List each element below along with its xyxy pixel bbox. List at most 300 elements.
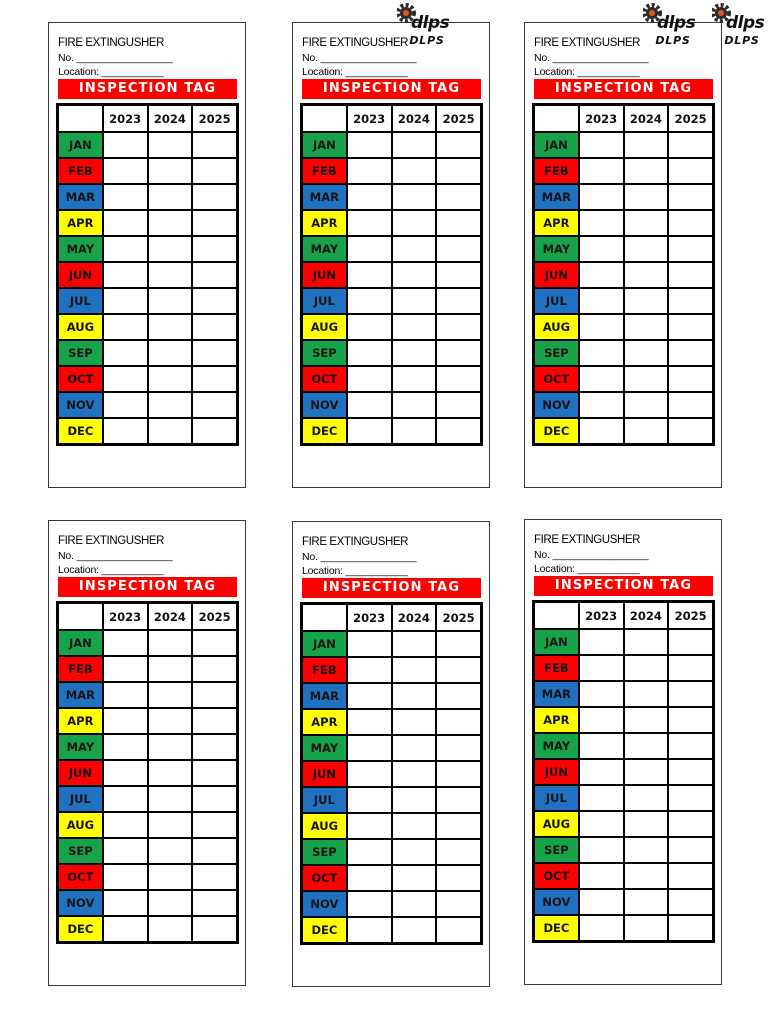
inspection-cell <box>104 133 147 157</box>
inspection-cell <box>625 393 668 417</box>
inspection-cell <box>193 709 236 733</box>
tag-title: FIRE EXTINGUSHER <box>534 534 641 546</box>
inspection-cell <box>669 289 712 313</box>
inspection-cell <box>669 159 712 183</box>
inspection-cell <box>193 315 236 339</box>
inspection-cell <box>625 263 668 287</box>
month-label: AUG <box>535 315 578 339</box>
inspection-cell <box>149 813 192 837</box>
inspection-cell <box>348 684 391 708</box>
inspection-cell <box>669 341 712 365</box>
inspection-cell <box>393 185 436 209</box>
inspection-tag <box>292 521 490 987</box>
inspection-cell <box>104 341 147 365</box>
inspection-cell <box>104 813 147 837</box>
year-header: 2025 <box>669 106 712 131</box>
inspection-cell <box>669 393 712 417</box>
year-header: 2024 <box>625 603 668 628</box>
inspection-cell <box>625 890 668 914</box>
year-header: 2024 <box>149 604 192 629</box>
inspection-cell <box>393 892 436 916</box>
year-header: 2025 <box>193 604 236 629</box>
number-field: No. _________________ <box>534 52 649 64</box>
inspection-cell <box>625 656 668 680</box>
tag-title: FIRE EXTINGUSHER <box>302 536 409 548</box>
inspection-cell <box>580 682 623 706</box>
inspection-cell <box>348 393 391 417</box>
inspection-cell <box>580 838 623 862</box>
inspection-grid <box>532 103 715 446</box>
month-label: MAR <box>535 682 578 706</box>
inspection-cell <box>393 133 436 157</box>
inspection-cell <box>669 630 712 654</box>
grid-corner-cell <box>59 604 102 629</box>
inspection-cell <box>669 133 712 157</box>
inspection-cell <box>393 788 436 812</box>
inspection-cell <box>437 185 480 209</box>
month-label: OCT <box>303 367 346 391</box>
inspection-cell <box>393 658 436 682</box>
inspection-cell <box>625 916 668 940</box>
month-label: AUG <box>59 813 102 837</box>
inspection-cell <box>104 367 147 391</box>
inspection-cell <box>625 734 668 758</box>
inspection-cell <box>104 289 147 313</box>
inspection-grid <box>300 103 483 446</box>
inspection-cell <box>104 865 147 889</box>
inspection-cell <box>625 237 668 261</box>
inspection-cell <box>104 683 147 707</box>
inspection-cell <box>348 918 391 942</box>
inspection-cell <box>393 710 436 734</box>
inspection-cell <box>580 393 623 417</box>
inspection-cell <box>580 656 623 680</box>
month-label: AUG <box>303 315 346 339</box>
year-header: 2023 <box>580 106 623 131</box>
inspection-cell <box>348 367 391 391</box>
inspection-cell <box>625 185 668 209</box>
inspection-cell <box>669 760 712 784</box>
inspection-cell <box>669 838 712 862</box>
month-label: MAY <box>303 237 346 261</box>
month-label: APR <box>535 708 578 732</box>
inspection-cell <box>625 341 668 365</box>
grid-corner-cell <box>303 605 346 630</box>
inspection-cell <box>437 419 480 443</box>
year-header: 2024 <box>625 106 668 131</box>
number-field: No. _________________ <box>302 551 417 563</box>
inspection-cell <box>580 708 623 732</box>
inspection-cell <box>348 710 391 734</box>
inspection-cell <box>348 159 391 183</box>
inspection-tag <box>48 520 246 986</box>
inspection-cell <box>149 393 192 417</box>
inspection-cell <box>104 631 147 655</box>
inspection-cell <box>348 736 391 760</box>
month-label: FEB <box>303 658 346 682</box>
year-header: 2023 <box>104 604 147 629</box>
month-label: JAN <box>535 133 578 157</box>
inspection-cell <box>437 684 480 708</box>
inspection-cell <box>193 787 236 811</box>
number-field: No. _________________ <box>58 550 173 562</box>
month-label: AUG <box>303 814 346 838</box>
inspection-cell <box>393 393 436 417</box>
inspection-cell <box>193 133 236 157</box>
inspection-cell <box>625 760 668 784</box>
inspection-cell <box>393 419 436 443</box>
year-header: 2023 <box>580 603 623 628</box>
inspection-cell <box>193 657 236 681</box>
inspection-cell <box>625 864 668 888</box>
number-field: No. _________________ <box>58 52 173 64</box>
inspection-cell <box>393 341 436 365</box>
inspection-cell <box>437 315 480 339</box>
inspection-cell <box>625 315 668 339</box>
month-label: FEB <box>535 159 578 183</box>
inspection-cell <box>193 631 236 655</box>
inspection-cell <box>393 736 436 760</box>
inspection-cell <box>149 865 192 889</box>
inspection-cell <box>104 709 147 733</box>
month-label: APR <box>59 211 102 235</box>
inspection-cell <box>348 289 391 313</box>
month-label: MAR <box>303 684 346 708</box>
inspection-cell <box>393 762 436 786</box>
month-label: DEC <box>59 917 102 941</box>
inspection-cell <box>580 864 623 888</box>
inspection-cell <box>580 289 623 313</box>
inspection-cell <box>669 367 712 391</box>
month-label: DEC <box>303 419 346 443</box>
inspection-cell <box>437 788 480 812</box>
month-label: SEP <box>59 839 102 863</box>
inspection-cell <box>437 367 480 391</box>
inspection-cell <box>669 916 712 940</box>
inspection-cell <box>104 657 147 681</box>
inspection-cell <box>149 709 192 733</box>
inspection-cell <box>437 736 480 760</box>
month-label: JUN <box>303 762 346 786</box>
year-header: 2025 <box>437 106 480 131</box>
inspection-cell <box>625 419 668 443</box>
inspection-cell <box>348 788 391 812</box>
inspection-cell <box>437 814 480 838</box>
inspection-cell <box>348 341 391 365</box>
inspection-cell <box>149 211 192 235</box>
inspection-cell <box>193 341 236 365</box>
inspection-cell <box>580 890 623 914</box>
inspection-cell <box>669 656 712 680</box>
inspection-cell <box>437 133 480 157</box>
month-label: OCT <box>59 865 102 889</box>
month-label: NOV <box>303 393 346 417</box>
logo-mark: dlps <box>657 13 696 33</box>
inspection-cell <box>437 658 480 682</box>
month-label: MAY <box>535 237 578 261</box>
inspection-tag-banner: INSPECTION TAG <box>58 577 237 597</box>
inspection-cell <box>104 917 147 941</box>
inspection-tag <box>524 519 722 985</box>
logo-graphic <box>643 1 699 47</box>
inspection-cell <box>193 237 236 261</box>
inspection-cell <box>149 891 192 915</box>
inspection-cell <box>348 840 391 864</box>
inspection-cell <box>348 632 391 656</box>
inspection-cell <box>149 761 192 785</box>
inspection-cell <box>669 734 712 758</box>
inspection-cell <box>149 341 192 365</box>
month-label: FEB <box>59 657 102 681</box>
inspection-cell <box>104 419 147 443</box>
month-label: APR <box>535 211 578 235</box>
month-label: FEB <box>59 159 102 183</box>
inspection-cell <box>193 367 236 391</box>
inspection-cell <box>669 812 712 836</box>
grid-corner-cell <box>59 106 102 131</box>
inspection-cell <box>193 211 236 235</box>
inspection-cell <box>104 211 147 235</box>
month-label: MAY <box>535 734 578 758</box>
year-header: 2024 <box>393 605 436 630</box>
month-label: JAN <box>59 631 102 655</box>
month-label: OCT <box>59 367 102 391</box>
inspection-cell <box>669 864 712 888</box>
year-header: 2023 <box>348 106 391 131</box>
month-label: JUL <box>303 788 346 812</box>
month-label: MAR <box>535 185 578 209</box>
inspection-cell <box>580 760 623 784</box>
inspection-grid <box>56 601 239 944</box>
inspection-cell <box>393 866 436 890</box>
dlps-logo <box>643 1 699 47</box>
month-label: APR <box>303 211 346 235</box>
inspection-cell <box>149 419 192 443</box>
inspection-cell <box>348 211 391 235</box>
inspection-grid <box>56 103 239 446</box>
inspection-cell <box>393 263 436 287</box>
inspection-cell <box>669 211 712 235</box>
inspection-grid <box>300 602 483 945</box>
month-label: JUN <box>303 263 346 287</box>
inspection-cell <box>149 315 192 339</box>
inspection-cell <box>193 289 236 313</box>
month-label: JUL <box>535 786 578 810</box>
month-label: OCT <box>535 367 578 391</box>
month-label: FEB <box>535 656 578 680</box>
month-label: JUL <box>59 787 102 811</box>
inspection-cell <box>104 735 147 759</box>
month-label: FEB <box>303 159 346 183</box>
inspection-cell <box>393 840 436 864</box>
inspection-cell <box>348 814 391 838</box>
inspection-cell <box>149 631 192 655</box>
logo-name: DLPS <box>655 34 691 47</box>
inspection-cell <box>437 762 480 786</box>
inspection-tag-banner: INSPECTION TAG <box>302 79 481 99</box>
location-field: Location: ___________ <box>302 66 408 78</box>
inspection-cell <box>193 263 236 287</box>
inspection-cell <box>348 419 391 443</box>
month-label: NOV <box>59 393 102 417</box>
month-label: APR <box>303 710 346 734</box>
month-label: APR <box>59 709 102 733</box>
month-label: MAY <box>303 736 346 760</box>
inspection-cell <box>393 237 436 261</box>
month-label: AUG <box>535 812 578 836</box>
inspection-cell <box>669 682 712 706</box>
inspection-cell <box>393 211 436 235</box>
logo-name: DLPS <box>724 34 760 47</box>
month-label: DEC <box>535 916 578 940</box>
inspection-cell <box>625 133 668 157</box>
inspection-cell <box>625 708 668 732</box>
inspection-cell <box>669 315 712 339</box>
month-label: JUN <box>59 761 102 785</box>
inspection-cell <box>669 237 712 261</box>
month-label: JUN <box>535 760 578 784</box>
inspection-cell <box>149 263 192 287</box>
month-label: JUL <box>303 289 346 313</box>
inspection-cell <box>580 367 623 391</box>
month-label: SEP <box>59 341 102 365</box>
inspection-cell <box>437 159 480 183</box>
year-header: 2025 <box>437 605 480 630</box>
inspection-cell <box>580 211 623 235</box>
inspection-cell <box>437 918 480 942</box>
inspection-cell <box>437 892 480 916</box>
inspection-cell <box>348 263 391 287</box>
inspection-cell <box>348 866 391 890</box>
tag-title: FIRE EXTINGUSHER <box>302 37 409 49</box>
inspection-cell <box>149 367 192 391</box>
inspection-tag-banner: INSPECTION TAG <box>302 578 481 598</box>
inspection-cell <box>149 735 192 759</box>
inspection-cell <box>393 315 436 339</box>
location-field: Location: ___________ <box>534 66 640 78</box>
inspection-cell <box>580 133 623 157</box>
inspection-cell <box>437 263 480 287</box>
inspection-cell <box>348 658 391 682</box>
inspection-cell <box>193 735 236 759</box>
tag-title: FIRE EXTINGUSHER <box>58 37 165 49</box>
inspection-cell <box>193 761 236 785</box>
inspection-cell <box>437 237 480 261</box>
inspection-cell <box>149 159 192 183</box>
inspection-tag <box>48 22 246 488</box>
inspection-cell <box>580 315 623 339</box>
inspection-cell <box>580 263 623 287</box>
inspection-cell <box>437 341 480 365</box>
logo-mark: dlps <box>726 13 765 33</box>
inspection-cell <box>625 786 668 810</box>
inspection-cell <box>437 840 480 864</box>
inspection-cell <box>348 892 391 916</box>
year-header: 2024 <box>149 106 192 131</box>
grid-corner-cell <box>303 106 346 131</box>
inspection-tag-banner: INSPECTION TAG <box>58 79 237 99</box>
inspection-cell <box>393 367 436 391</box>
inspection-cell <box>393 814 436 838</box>
inspection-cell <box>580 341 623 365</box>
inspection-cell <box>625 367 668 391</box>
inspection-cell <box>193 159 236 183</box>
month-label: MAY <box>59 735 102 759</box>
inspection-cell <box>393 289 436 313</box>
inspection-cell <box>669 185 712 209</box>
inspection-cell <box>193 865 236 889</box>
month-label: MAR <box>59 683 102 707</box>
inspection-cell <box>193 917 236 941</box>
inspection-cell <box>149 787 192 811</box>
inspection-tag <box>292 22 490 488</box>
inspection-cell <box>669 708 712 732</box>
month-label: MAR <box>59 185 102 209</box>
month-label: AUG <box>59 315 102 339</box>
month-label: NOV <box>59 891 102 915</box>
month-label: JUN <box>535 263 578 287</box>
inspection-cell <box>580 237 623 261</box>
inspection-cell <box>104 159 147 183</box>
inspection-cell <box>669 786 712 810</box>
inspection-cell <box>149 683 192 707</box>
inspection-cell <box>104 393 147 417</box>
logo-mark: dlps <box>411 13 450 33</box>
month-label: DEC <box>59 419 102 443</box>
inspection-grid <box>532 600 715 943</box>
inspection-cell <box>625 838 668 862</box>
month-label: SEP <box>535 838 578 862</box>
inspection-cell <box>669 419 712 443</box>
inspection-cell <box>625 289 668 313</box>
inspection-cell <box>437 632 480 656</box>
inspection-tag <box>524 22 722 488</box>
month-label: NOV <box>303 892 346 916</box>
inspection-cell <box>580 812 623 836</box>
inspection-tag-banner: INSPECTION TAG <box>534 79 713 99</box>
inspection-cell <box>193 393 236 417</box>
inspection-cell <box>625 812 668 836</box>
inspection-cell <box>625 682 668 706</box>
logo-graphic <box>397 1 453 47</box>
month-label: JUN <box>59 263 102 287</box>
inspection-cell <box>104 761 147 785</box>
tag-title: FIRE EXTINGUSHER <box>534 37 641 49</box>
year-header: 2025 <box>669 603 712 628</box>
inspection-cell <box>348 762 391 786</box>
inspection-cell <box>625 630 668 654</box>
month-label: JAN <box>303 632 346 656</box>
dlps-logo <box>397 1 453 47</box>
month-label: SEP <box>303 840 346 864</box>
inspection-cell <box>393 684 436 708</box>
inspection-cell <box>104 263 147 287</box>
inspection-cell <box>580 630 623 654</box>
inspection-cell <box>149 657 192 681</box>
year-header: 2023 <box>104 106 147 131</box>
inspection-cell <box>437 866 480 890</box>
month-label: NOV <box>535 890 578 914</box>
inspection-cell <box>104 315 147 339</box>
month-label: MAY <box>59 237 102 261</box>
logo-name: DLPS <box>409 34 445 47</box>
inspection-cell <box>580 786 623 810</box>
inspection-cell <box>625 211 668 235</box>
location-field: Location: ___________ <box>58 66 164 78</box>
month-label: NOV <box>535 393 578 417</box>
month-label: JUL <box>59 289 102 313</box>
inspection-cell <box>580 185 623 209</box>
